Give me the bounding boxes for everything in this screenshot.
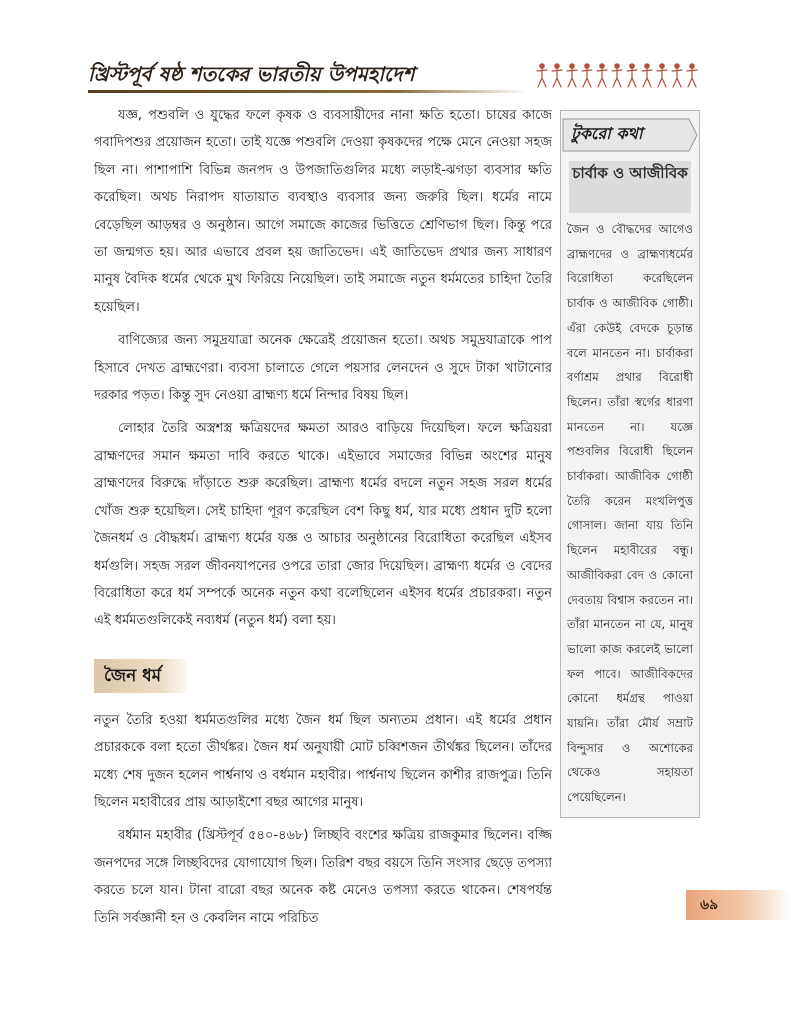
sidebar-body: জৈন ও বৌদ্ধদের আগেও ব্রাহ্মণদের ও ব্রাহ্মণ্যধর্মের বিরোধিতা করেছিলেন চার্বাক ও আজীবিক গোষ্ঠী। এঁরা কেউই বেদকে চূড়ান্ত বলে মানতেন না। চার্বাকরা বর্ণাশ্রম প্রথার বিরোধী ছিলেন। তাঁরা স্বর্গের ধারণা মানতেন না। যজ্ঞে পশুবলির বিরোধী ছিলেন চার্বাকরা। আজীবিক গোষ্ঠী তৈরি করেন মংখলিপুত্ত গোসাল। জানা যায় তিনি ছিলেন মহাবীরের বন্ধু। আজীবিকরা বেদ ও কোনো দেবতায় বিশ্বাস করতেন না। তাঁরা মানতেন না যে, মানুষ ভালো কাজ করলেই ভালো ফল পাবে। আজীবিকদের কোনো ধর্মগ্রন্থ পাওয়া যায়নি। তাঁরা মৌর্য সম্রাট বিন্দুসার ও অশোকের থেকেও সহায়তা পেয়েছিলেন।: [567, 222, 693, 805]
paragraph: বর্ধমান মহাবীর (খ্রিস্টপূর্ব ৫৪০-৪৬৮) লিচ্ছবি বংশের ক্ষত্রিয় রাজকুমার ছিলেন। বজ্জি জনপদের সঙ্গে লিচ্ছবিদের যোগাযোগ ছিল। তিরিশ বছর বয়সে তিনি সংসার ছেড়ে তপস্যা করতে চলে যান। টানা বারো বছর অনেক কষ্ট মেনেও তপস্যা করতে থাকেন। শেষপর্যন্ত তিনি সর্বজ্ঞানী হন ও কেবলিন নামে পরিচিত: [94, 828, 552, 926]
paragraph: নতুন তৈরি হওয়া ধর্মমতগুলির মধ্যে জৈন ধর্ম ছিল অন্যতম প্রধান। এই ধর্মের প্রধান প্রচারককে বলা হতো তীর্থঙ্কর। জৈন ধর্ম অনুযায়ী মোট চব্বিশজন তীর্থঙ্কর ছিলেন। তাঁদের মধ্যে শেষ দুজন হলেন পার্শ্বনাথ ও বর্ধমান মহাবীর। পার্শ্বনাথ ছিলেন কাশীর রাজপুত্র। তিনি ছিলেন মহাবীরের প্রায় আড়াইশো বছর আগের মানুষ।: [94, 712, 552, 810]
sidebar-banner-label: টুকরো কথা: [571, 124, 643, 143]
decorative-figures-icon: [536, 62, 703, 90]
header-underline: [88, 90, 528, 93]
sidebar-box: [560, 110, 700, 818]
chapter-title: খ্রিস্টপূর্ব ষষ্ঠ শতকের ভারতীয় উপমহাদেশ: [88, 62, 415, 86]
paragraph: লোহার তৈরি অস্ত্রশস্ত্র ক্ষত্রিয়দের ক্ষমতা আরও বাড়িয়ে দিয়েছিল। ফলে ক্ষত্রিয়রা ব্রাহ্মণদের সমান ক্ষমতা দাবি করতে থাকে। এইভাবে সমাজের বিভিন্ন অংশের মানুষ ব্রাহ্মণদের বিরুদ্ধে দাঁড়াতে শুরু করেছিল। ব্রাহ্মণ্য ধর্মের বদলে নতুন সহজ সরল ধর্মের খোঁজ শুরু হয়েছিল। সেই চাহিদা পূরণ করেছিল বেশ কিছু ধর্ম, যার মধ্যে প্রধান দুটি হলো জৈনধর্ম ও বৌদ্ধধর্ম। ব্রাহ্মণ্য ধর্মের যজ্ঞ ও আচার অনুষ্ঠানের বিরোধিতা করেছিল এইসব ধর্মগুলি। সহজ সরল জীবনযাপনের ওপরে তারা জোর দিয়েছিল। ব্রাহ্মণ্য ধর্মের ও বেদের বিরোধিতা করে ধর্ম সম্পর্কে অনেক নতুন কথা বলেছিলেন এইসব ধর্মের প্রচারকরা। নতুন এই ধর্মমতগুলিকেই নব্যধর্ম (নতুন ধর্ম) বলা হয়।: [94, 421, 552, 629]
page-number-tab: [686, 890, 791, 920]
main-text-column: [94, 102, 552, 938]
page-header: [88, 60, 703, 96]
sidebar-title: চার্বাক ও আজীবিক: [569, 161, 691, 213]
page-number: ৬৯: [700, 897, 719, 913]
sidebar-banner: [561, 115, 699, 155]
section-heading-jain: জৈন ধর্ম: [94, 659, 187, 693]
paragraph: যজ্ঞ, পশুবলি ও যুদ্ধের ফলে কৃষক ও ব্যবসায়ীদের নানা ক্ষতি হতো। চাষের কাজে গবাদিপশুর প্রয়োজন হতো। তাই যজ্ঞে পশুবলি দেওয়া কৃষকদের পক্ষে মেনে নেওয়া সহজ ছিল না। পাশাপাশি বিভিন্ন জনপদ ও উপজাতিগুলির মধ্যে লড়াই-ঝগড়া ব্যবসার ক্ষতি করেছিল। অথচ নিরাপদ যাতায়াত ব্যবস্থাও ব্যবসার জন্য জরুরি ছিল। ধর্মের নামে বেড়েছিল আড়ম্বর ও অনুষ্ঠান। আগে সমাজে কাজের ভিত্তিতে শ্রেণিভাগ ছিল। কিন্তু পরে তা জন্মগত হয়। আর এভাবে প্রবল হয় জাতিভেদ। এই জাতিভেদ প্রথার জন্য সাধারণ মানুষ বৈদিক ধর্মের থেকে মুখ ফিরিয়ে নিয়েছিল। তাই সমাজে নতুন ধর্মমতের চাহিদা তৈরি হয়েছিল।: [94, 108, 552, 315]
paragraph: বাণিজ্যের জন্য সমুদ্রযাত্রা অনেক ক্ষেত্রেই প্রয়োজন হতো। অথচ সমুদ্রযাত্রাকে পাপ হিসাবে দেখত ব্রাহ্মণেরা। ব্যবসা চালাতে গেলে পয়সার লেনদেন ও সুদে টাকা খাটানোর দরকার পড়ত। কিন্তু সুদ নেওয়া ব্রাহ্মণ্য ধর্মে নিন্দার বিষয় ছিল।: [94, 333, 552, 404]
